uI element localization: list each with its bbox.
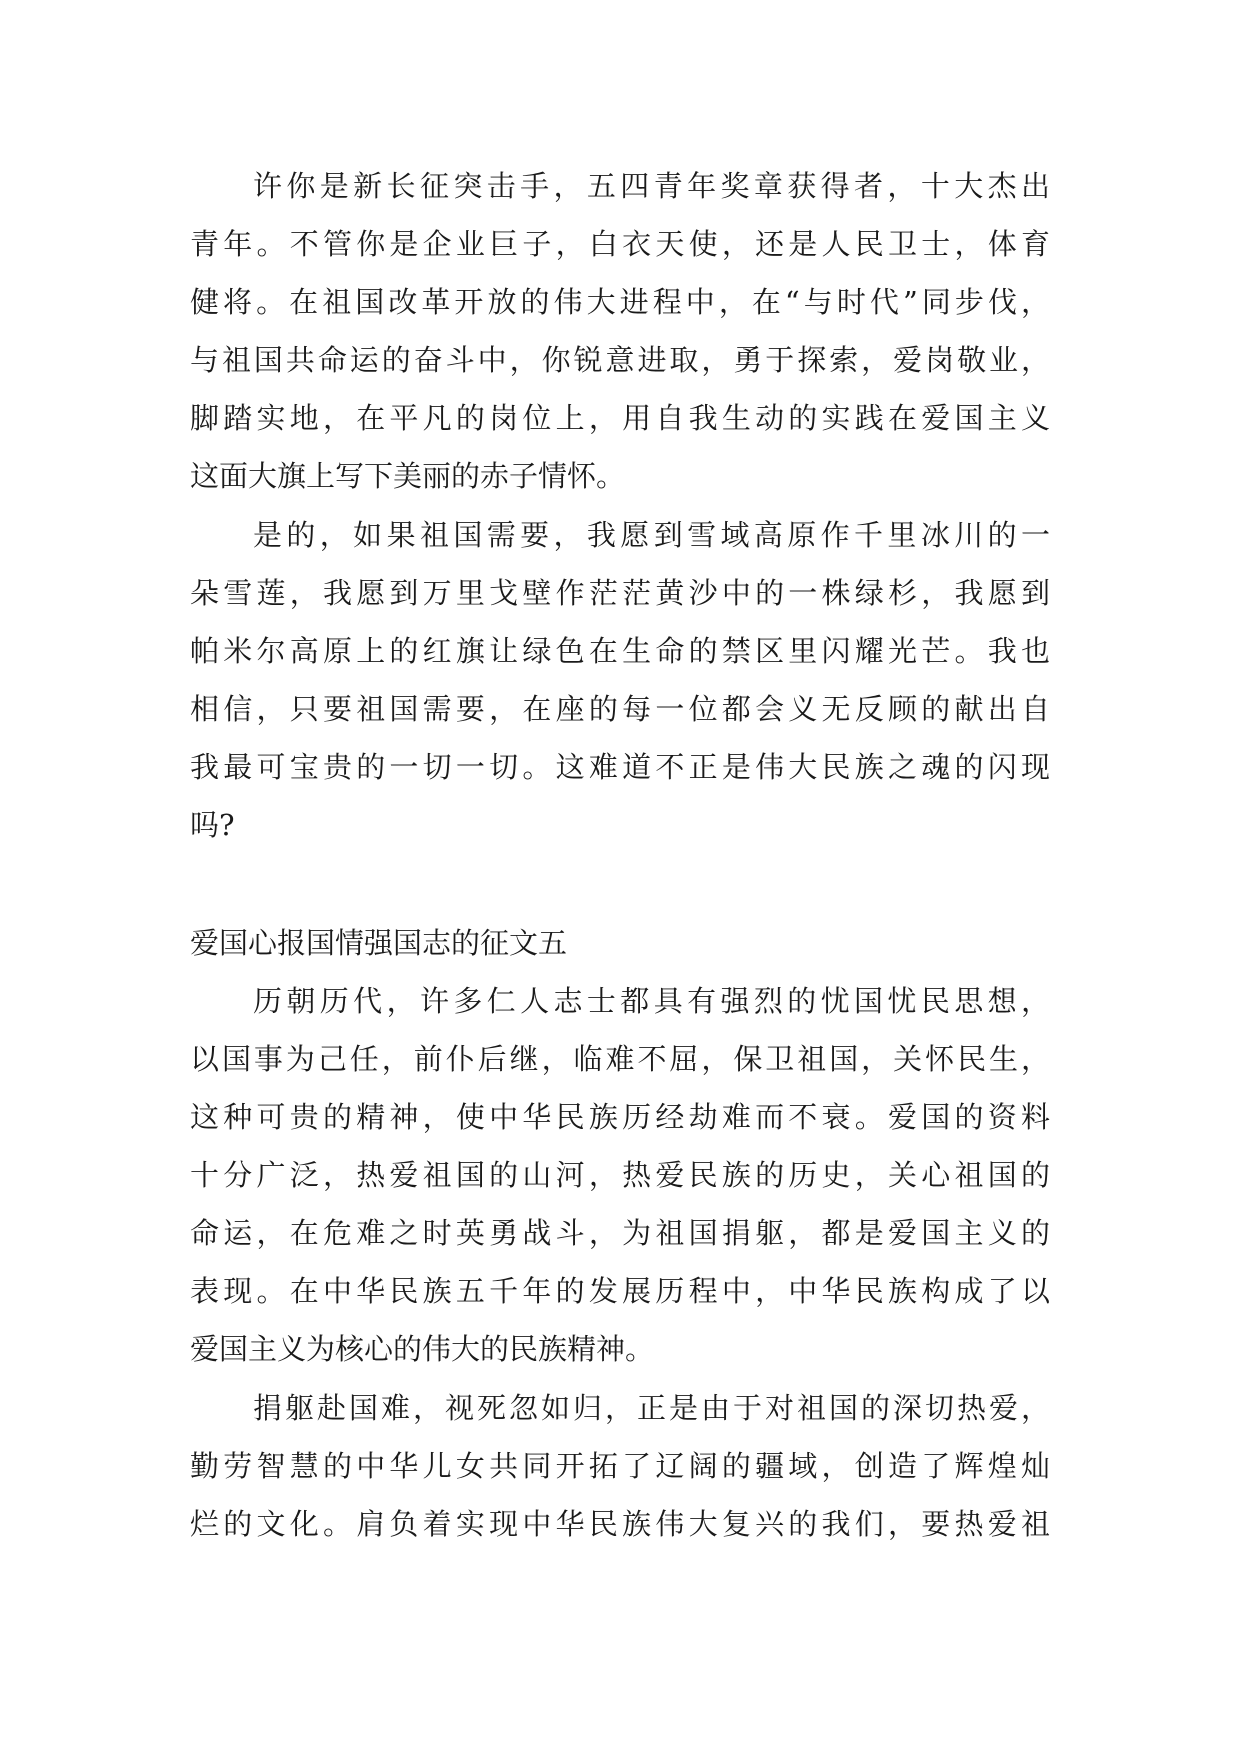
paragraph-1-line-1: 许你是新长征突击手，五四青年奖章获得者，十大杰出 [253, 169, 1050, 203]
paragraph-1-line-3: 健将。在祖国改革开放的伟大进程中，在“与时代”同步伐， [190, 285, 1050, 319]
paragraph-1-line-4: 与祖国共命运的奋斗中，你锐意进取，勇于探索，爱岗敬业， [190, 343, 1050, 377]
paragraph-1-line-2: 青年。不管你是企业巨子，白衣天使，还是人民卫士，体育 [190, 227, 1050, 261]
paragraph-1-line-5: 脚踏实地，在平凡的岗位上，用自我生动的实践在爱国主义 [190, 401, 1050, 435]
section-paragraph-2-line-3: 烂的文化。肩负着实现中华民族伟大复兴的我们，要热爱祖 [190, 1507, 1050, 1541]
section-paragraph-1-line-7: 爱国主义为核心的伟大的民族精神。 [190, 1332, 655, 1366]
section-paragraph-1-line-6: 表现。在中华民族五千年的发展历程中，中华民族构成了以 [190, 1274, 1050, 1308]
section-paragraph-2-line-1: 捐躯赴国难，视死忽如归，正是由于对祖国的深切热爱， [253, 1391, 1050, 1425]
section-paragraph-2-line-2: 勤劳智慧的中华儿女共同开拓了辽阔的疆域，创造了辉煌灿 [190, 1449, 1050, 1483]
paragraph-2-line-3: 帕米尔高原上的红旗让绿色在生命的禁区里闪耀光芒。我也 [190, 634, 1050, 668]
paragraph-2-line-4: 相信，只要祖国需要，在座的每一位都会义无反顾的献出自 [190, 692, 1050, 726]
paragraph-2-line-1: 是的，如果祖国需要，我愿到雪域高原作千里冰川的一 [253, 518, 1050, 552]
section-paragraph-1-line-2: 以国事为己任，前仆后继，临难不屈，保卫祖国，关怀民生， [190, 1042, 1050, 1076]
paragraph-2-line-6: 吗? [190, 808, 235, 842]
paragraph-2-line-2: 朵雪莲，我愿到万里戈壁作茫茫黄沙中的一株绿杉，我愿到 [190, 576, 1050, 610]
section-title: 爱国心报国情强国志的征文五 [190, 926, 568, 960]
section-paragraph-1-line-3: 这种可贵的精神，使中华民族历经劫难而不衰。爱国的资料 [190, 1100, 1050, 1134]
paragraph-1-line-6: 这面大旗上写下美丽的赤子情怀。 [190, 459, 626, 493]
paragraph-2-line-5: 我最可宝贵的一切一切。这难道不正是伟大民族之魂的闪现 [190, 750, 1050, 784]
section-paragraph-1-line-4: 十分广泛，热爱祖国的山河，热爱民族的历史，关心祖国的 [190, 1158, 1050, 1192]
section-paragraph-1-line-1: 历朝历代，许多仁人志士都具有强烈的忧国忧民思想， [253, 984, 1050, 1018]
section-paragraph-1-line-5: 命运，在危难之时英勇战斗，为祖国捐躯，都是爱国主义的 [190, 1216, 1050, 1250]
